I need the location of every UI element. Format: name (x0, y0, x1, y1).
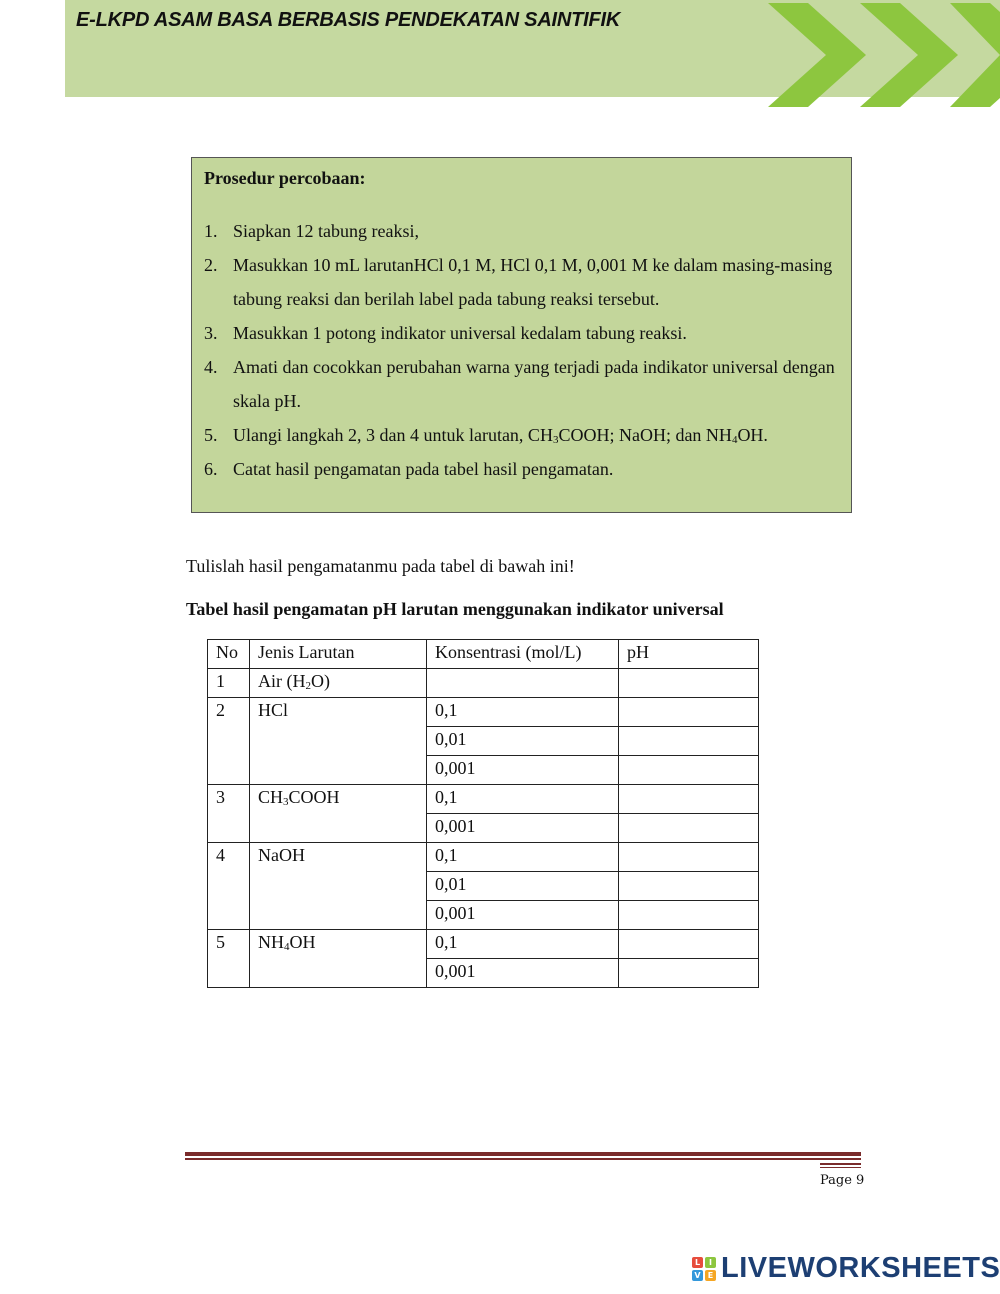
table-title: Tabel hasil pengamatan pH larutan menggunakan indikator universal (186, 599, 724, 619)
solution-name-cell: Air $(H_2O)$ (250, 669, 427, 698)
solution-name-cell: HCl (250, 698, 427, 785)
logo-square: V (692, 1270, 703, 1281)
concentration-cell: 0,001 (427, 901, 619, 930)
ph-answer-cell[interactable] (619, 814, 759, 843)
page-number: Page 9 (820, 1173, 865, 1188)
logo-squares-icon (692, 1257, 716, 1281)
logo-square: E (705, 1270, 716, 1281)
step-text: Amati dan cocokkan perubahan warna yang terjadi pada indikator universal dengan skala pH. (233, 357, 835, 411)
table-header-cell: No (208, 640, 250, 669)
chevron-2 (860, 3, 958, 107)
procedure-step (204, 418, 844, 452)
footer-rule (185, 1152, 861, 1156)
step-number: 6. (204, 459, 218, 479)
solution-name-cell: NaOH (250, 843, 427, 930)
footer-page-rule-thin (820, 1167, 861, 1168)
concentration-cell: 0,1 (427, 930, 619, 959)
concentration-cell: 0,001 (427, 959, 619, 988)
procedure-step (204, 214, 844, 248)
table-row (208, 930, 759, 959)
step-number: 1. (204, 221, 218, 241)
table-header-row (208, 640, 759, 669)
table-row (208, 669, 759, 698)
concentration-cell (427, 669, 619, 698)
chevron-arrows-icon (750, 0, 1000, 110)
table-header-cell: Jenis Larutan (250, 640, 427, 669)
ph-answer-cell[interactable] (619, 727, 759, 756)
concentration-cell: 0,01 (427, 727, 619, 756)
table-row (208, 843, 759, 872)
concentration-cell: 0,1 (427, 785, 619, 814)
step-number: 4. (204, 357, 218, 377)
ph-answer-cell[interactable] (619, 785, 759, 814)
solution-name-cell: $CH_3COOH$ (250, 785, 427, 843)
concentration-cell: 0,01 (427, 872, 619, 901)
concentration-cell: 0,1 (427, 698, 619, 727)
concentration-cell: 0,1 (427, 843, 619, 872)
step-text: Ulangi langkah 2, 3 dan 4 untuk larutan, $CH_3COOH$; NaOH; dan $NH_4OH$. (233, 425, 768, 446)
step-text: Masukkan 1 potong indikator universal kedalam tabung reaksi. (233, 323, 687, 343)
table-header-cell: Konsentrasi (mol/L) (427, 640, 619, 669)
procedure-steps (204, 214, 844, 486)
solution-name-cell: $NH_4OH$ (250, 930, 427, 988)
step-text: Siapkan 12 tabung reaksi, (233, 221, 419, 241)
step-number: 3. (204, 323, 218, 343)
concentration-cell: 0,001 (427, 814, 619, 843)
ph-answer-cell[interactable] (619, 930, 759, 959)
logo-square: L (692, 1257, 703, 1268)
logo-square: I (705, 1257, 716, 1268)
ph-answer-cell[interactable] (619, 756, 759, 785)
ph-answer-cell[interactable] (619, 669, 759, 698)
footer-page-rule (820, 1163, 861, 1165)
ph-answer-cell[interactable] (619, 901, 759, 930)
row-number-cell: 5 (208, 930, 250, 988)
row-number-cell: 3 (208, 785, 250, 843)
ph-answer-cell[interactable] (619, 698, 759, 727)
procedure-title: Prosedur percobaan: (204, 168, 366, 188)
step-text: Catat hasil pengamatan pada tabel hasil pengamatan. (233, 459, 614, 479)
step-text: Masukkan 10 mL larutanHCl 0,1 M, HCl 0,1 M, 0,001 M ke dalam masing-masing tabung reaksi dan berilah label pada tabung reaksi tersebut. (233, 255, 833, 309)
procedure-step (204, 452, 844, 486)
step-number: 5. (204, 425, 218, 445)
footer-rule-thin (185, 1158, 861, 1160)
procedure-box (191, 157, 852, 513)
table-row (208, 698, 759, 727)
procedure-step (204, 350, 844, 418)
instruction-text: Tulislah hasil pengamatanmu pada tabel di bawah ini! (186, 556, 575, 576)
observation-table (207, 639, 759, 988)
table-row (208, 785, 759, 814)
row-number-cell: 4 (208, 843, 250, 930)
ph-answer-cell[interactable] (619, 843, 759, 872)
ph-answer-cell[interactable] (619, 959, 759, 988)
procedure-step (204, 316, 844, 350)
logo-text: LIVEWORKSHEETS (721, 1252, 1000, 1284)
row-number-cell: 2 (208, 698, 250, 785)
procedure-step (204, 248, 844, 316)
liveworksheets-logo (692, 1252, 1000, 1285)
document-title: E-LKPD ASAM BASA BERBASIS PENDEKATAN SAINTIFIK (76, 9, 621, 31)
table-header-cell: pH (619, 640, 759, 669)
row-number-cell: 1 (208, 669, 250, 698)
chevron-1 (768, 3, 866, 107)
concentration-cell: 0,001 (427, 756, 619, 785)
ph-answer-cell[interactable] (619, 872, 759, 901)
step-number: 2. (204, 255, 218, 275)
